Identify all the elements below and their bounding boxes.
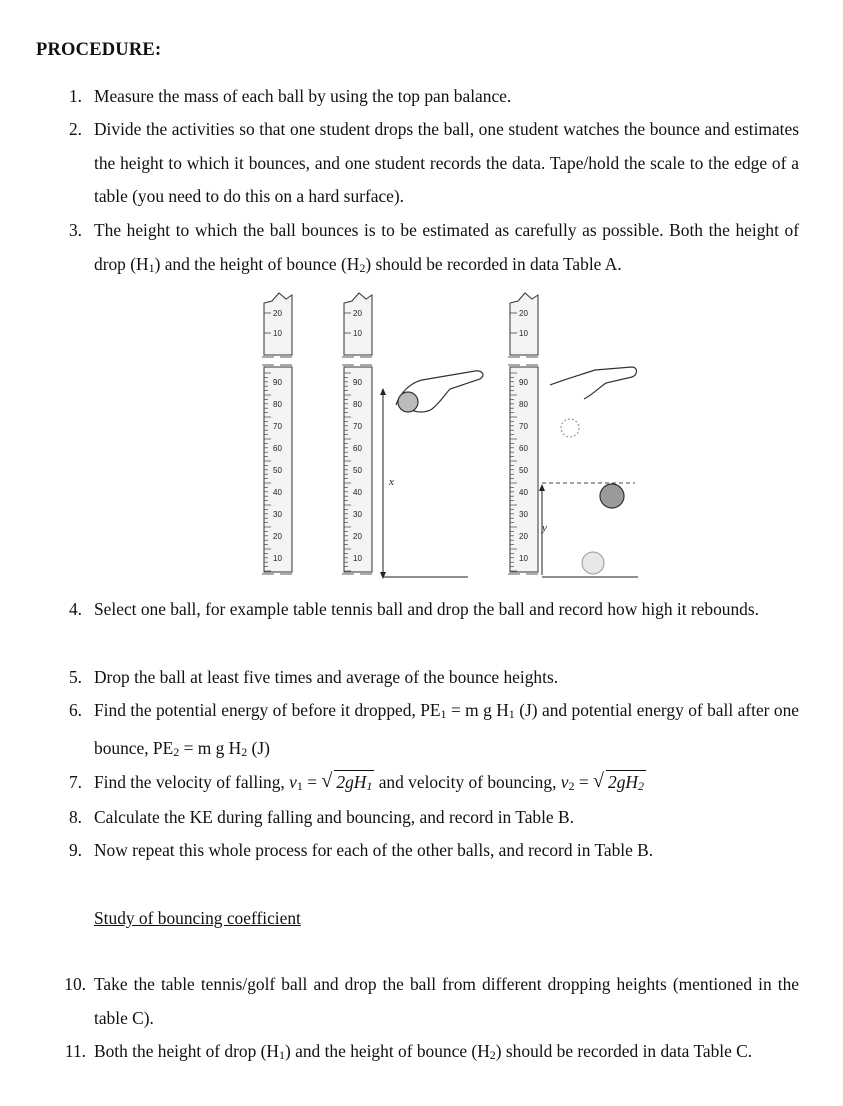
scale-label: 50 xyxy=(353,466,362,475)
step-number: 10. xyxy=(64,974,86,994)
step-text: Take the table tennis/golf ball and drop the ball from different dropping heights (mentioned in the table C). xyxy=(94,974,799,1028)
step-number: 5. xyxy=(68,667,82,687)
scale-label: 30 xyxy=(519,510,528,519)
step-text-a: Find the potential energy of before it dropped, PE xyxy=(94,700,441,720)
step-7 xyxy=(68,766,799,804)
step-number: 3. xyxy=(68,220,82,240)
step-number: 1. xyxy=(68,86,82,106)
measuring-scale xyxy=(342,293,372,574)
subscript: 1 xyxy=(366,779,373,793)
scale-label: 60 xyxy=(353,444,362,453)
scale-label: 90 xyxy=(353,378,362,387)
scale-label: 40 xyxy=(273,488,282,497)
scale-label: 20 xyxy=(353,532,362,541)
hand-icon xyxy=(550,367,637,399)
step-text: Calculate the KE during falling and bouncing, and record in Table B. xyxy=(94,807,574,827)
step-text-a: Find the velocity of falling, xyxy=(94,772,290,792)
ball-icon xyxy=(600,484,624,508)
subscript: 1 xyxy=(296,779,303,793)
step-number: 4. xyxy=(68,599,82,619)
step-text-b: and velocity of bouncing, xyxy=(374,772,561,792)
step-number: 9. xyxy=(68,840,82,860)
scale-label: 30 xyxy=(273,510,282,519)
step-4 xyxy=(68,593,799,627)
scale-label: 40 xyxy=(353,488,362,497)
scale-top-segment xyxy=(264,293,292,355)
arrowhead xyxy=(539,484,545,491)
section-subtitle: Study of bouncing coefficient xyxy=(94,908,301,928)
step-2 xyxy=(68,113,799,214)
subscript: 2 xyxy=(568,779,575,793)
sqrt-expression-1 xyxy=(322,766,374,800)
step-text-e: (J) xyxy=(247,737,270,758)
step-text-a: Both the height of drop (H xyxy=(94,1041,279,1061)
step-number: 8. xyxy=(68,807,82,827)
step-number: 7. xyxy=(68,772,82,792)
arrowhead xyxy=(380,388,386,395)
step-text-c: ) should be recorded in data Table C. xyxy=(495,1041,753,1061)
scale-label: 70 xyxy=(273,422,282,431)
arrowhead xyxy=(380,572,386,579)
measuring-scale xyxy=(262,293,292,574)
step-text-b: ) and the height of bounce (H xyxy=(285,1041,490,1061)
subscript: 2 xyxy=(359,260,366,275)
measuring-scale xyxy=(508,293,538,574)
scale-label: 60 xyxy=(273,444,282,453)
scale-label: 20 xyxy=(519,532,528,541)
scale-label: 60 xyxy=(519,444,528,453)
panel-bounce-height xyxy=(539,367,638,577)
scale-clip xyxy=(342,357,372,365)
step-text-b: ) and the height of bounce (H xyxy=(154,253,360,274)
subscript: 1 xyxy=(440,707,447,721)
subscript: 2 xyxy=(637,779,644,793)
step-9 xyxy=(68,834,799,868)
scale-clip xyxy=(508,357,538,365)
page-heading: PROCEDURE: xyxy=(36,40,162,60)
scale-label: 90 xyxy=(519,378,528,387)
step-text-b: = m g H xyxy=(446,700,509,720)
scale-top-segment xyxy=(344,293,372,355)
scale-label: 20 xyxy=(519,309,528,318)
math-equals: = xyxy=(302,772,322,792)
step-text: Divide the activities so that one student drops the ball, one student watches the bounce and estimates the height to which it bounces, and one student records the data. Tape/hold the scale to the edge of a table (you need to do this on a hard surface). xyxy=(94,119,799,206)
step-3 xyxy=(68,214,799,285)
scale-top-segment xyxy=(510,293,538,355)
step-8 xyxy=(68,801,799,835)
math-var: v xyxy=(289,772,297,792)
step-text: Select one ball, for example table tennis ball and drop the ball and record how high it rebounds. xyxy=(94,599,759,619)
step-6 xyxy=(68,694,799,769)
scale-label: 70 xyxy=(519,422,528,431)
scale-label: 80 xyxy=(519,400,528,409)
scale-label: 50 xyxy=(273,466,282,475)
step-5 xyxy=(68,661,799,695)
scale-clip xyxy=(262,357,292,365)
ghost-ball-icon xyxy=(561,419,579,437)
math-var: v xyxy=(560,772,569,792)
scale-label: 10 xyxy=(519,554,528,563)
step-number: 11. xyxy=(64,1041,86,1061)
scale-label: 90 xyxy=(273,378,282,387)
label-x: x xyxy=(389,476,394,488)
scale-label: 10 xyxy=(353,329,362,338)
scale-label: 10 xyxy=(519,329,528,338)
subscript: 2 xyxy=(489,1048,496,1062)
subscript: 2 xyxy=(241,744,248,759)
step-1 xyxy=(68,80,799,114)
math-expr: 2gH xyxy=(336,772,367,792)
panel-drop-height xyxy=(380,371,483,579)
step-text-c: (J) and potential energy of ball after one bounce, PE xyxy=(94,700,799,758)
step-text-a: The height to which the ball bounces is to be estimated as carefully as possible. Both the height of drop (H xyxy=(94,220,799,274)
scale-label: 20 xyxy=(353,309,362,318)
step-11 xyxy=(64,1035,799,1073)
math-equals: = xyxy=(574,772,594,792)
step-10 xyxy=(64,968,799,1035)
ball-icon xyxy=(582,552,604,574)
ball-icon xyxy=(398,392,418,412)
subscript: 1 xyxy=(279,1048,285,1062)
scale-label: 80 xyxy=(353,400,362,409)
scale-label: 20 xyxy=(273,309,282,318)
step-text-d: = m g H xyxy=(179,737,242,758)
subscript: 2 xyxy=(173,744,180,759)
math-expr: 2gH xyxy=(608,772,638,792)
step-number: 2. xyxy=(68,119,82,139)
scale-label: 80 xyxy=(273,400,282,409)
scale-label: 70 xyxy=(353,422,362,431)
scale-label: 10 xyxy=(273,554,282,563)
scale-label: 40 xyxy=(519,488,528,497)
scale-label: 20 xyxy=(273,532,282,541)
step-text-c: ) should be recorded in data Table A. xyxy=(365,253,622,274)
bounce-diagram-figure xyxy=(250,285,650,585)
scale-label: 10 xyxy=(353,554,362,563)
step-text: Measure the mass of each ball by using the top pan balance. xyxy=(94,86,512,106)
subscript: 1 xyxy=(508,707,515,721)
step-number: 6. xyxy=(68,700,82,720)
scale-label: 30 xyxy=(353,510,362,519)
scale-label: 10 xyxy=(273,329,282,338)
subscript: 1 xyxy=(148,260,155,275)
step-text: Now repeat this whole process for each of the other balls, and record in Table B. xyxy=(94,840,654,860)
step-text: Drop the ball at least five times and average of the bounce heights. xyxy=(94,667,559,687)
scale-label: 50 xyxy=(519,466,528,475)
label-y: y xyxy=(542,522,547,534)
sqrt-expression-2 xyxy=(594,766,646,800)
